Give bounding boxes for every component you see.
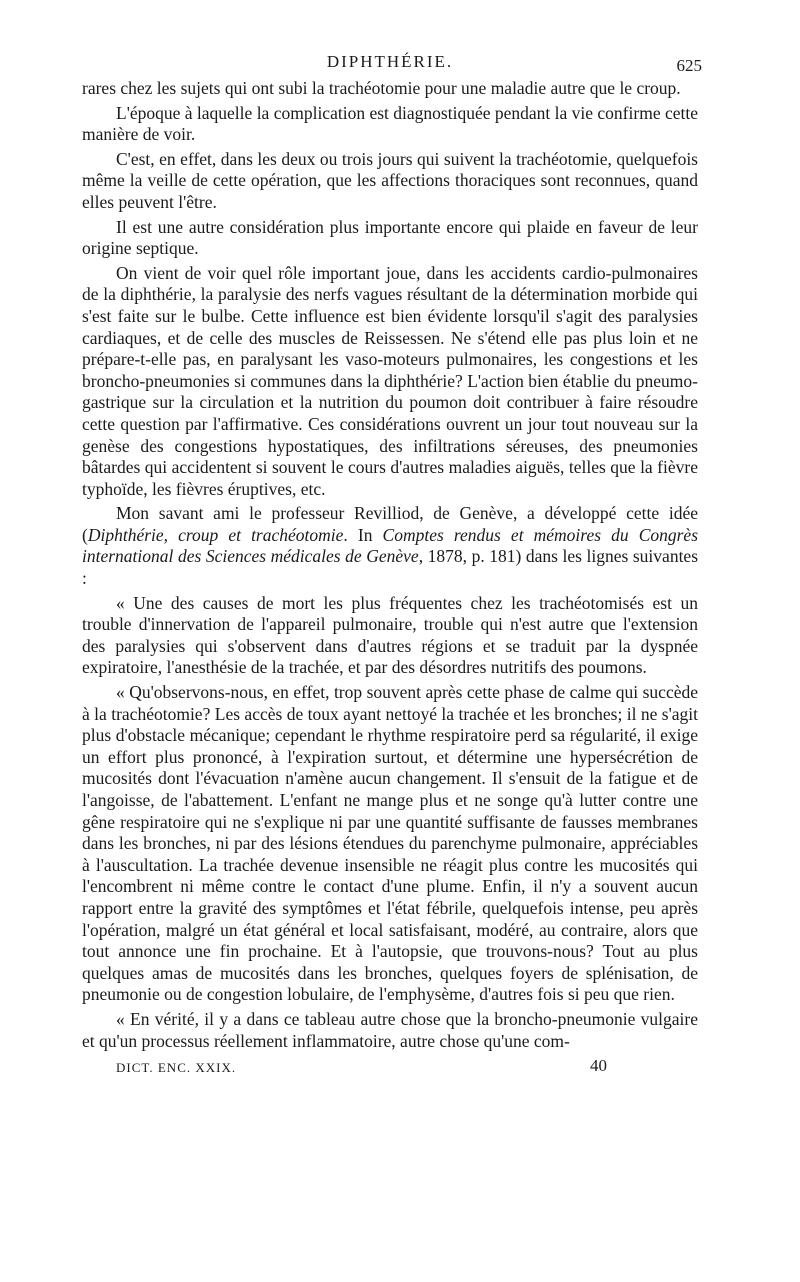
citation-title: Diphthérie, croup et trachéotomie bbox=[87, 524, 344, 545]
revilliod-text: Mon savant ami le professeur Revilliod, de Genève, a développé cette idée ( bbox=[82, 503, 698, 545]
revilliod-text: , 1878, p. 181) dans les lignes suivantes : bbox=[82, 546, 699, 589]
sheet-number: 40 bbox=[590, 1056, 607, 1076]
quote-paragraph: « Une des causes de mort les plus fréquentes chez les trachéotomisés est un trouble d'innervation de l'appareil pulmonaire, trouble qui n'est autre que l'extension des paralysies qui s'observent dans d'autres régions et se traduit par la dyspnée expiratoire, l'anesthésie de la trachée, et par des désordres nutritifs des poumons. bbox=[82, 592, 698, 678]
paragraph: On vient de voir quel rôle important joue, dans les accidents cardio-pulmonaires de la diphthérie, la paralysie des nerfs vagues résultant de la détermination morbide qui s'est faite sur le bulbe. Cette influence est bien évidente lorsqu'il s'agit des paralysies cardiaques, et de celle des muscles de Reissessen. Ne s'étend elle pas plus loin et ne prépare-t-elle pas, en paralysant les vaso-moteurs pulmonaires, les congestions et les broncho-pneumonies si communes dans la diphthérie? L'action bien établie du pneumo-gastrique sur la circulation et la nutrition du poumon doit contribuer à faire résoudre cette question par l'affirmative. Ces considérations ouvrent un jour tout nouveau sur la genèse des congestions hypostatiques, des infiltrations séreuses, des pneumonies bâtardes qui accidentent si souvent le cours d'autres maladies aiguës, telles que la fièvre typhoïde, les fièvres éruptives, etc. bbox=[82, 262, 698, 499]
paragraph: L'époque à laquelle la complication est diagnostiquée pendant la vie confirme cette manière de voir. bbox=[82, 102, 698, 145]
running-head: DIPHTHÉRIE. bbox=[326, 52, 454, 71]
quote-paragraph: « En vérité, il y a dans ce tableau autre chose que la broncho-pneumonie vulgaire et qu'un processus réellement inflammatoire, autre chose qu'une com- bbox=[82, 1008, 698, 1051]
page-header bbox=[82, 48, 702, 78]
signature-mark: DICT. ENC. XXIX. bbox=[116, 1060, 237, 1076]
paragraph: C'est, en effet, dans les deux ou trois jours qui suivent la trachéotomie, quelquefois même la veille de cette opération, que les affections thoraciques sont reconnues, quand elles peuvent l'être. bbox=[82, 148, 698, 212]
page-number: 625 bbox=[676, 56, 702, 75]
book-page bbox=[82, 48, 702, 1082]
paragraph-revilliod bbox=[82, 503, 698, 589]
revilliod-text: . In bbox=[343, 524, 383, 545]
page-footer bbox=[82, 1056, 698, 1082]
paragraph-continued: rares chez les sujets qui ont subi la trachéotomie pour une maladie autre que le croup. bbox=[82, 78, 681, 98]
quote-paragraph: « Qu'observons-nous, en effet, trop souvent après cette phase de calme qui succède à la trachéotomie? Les accès de toux ayant nettoyé la trachée et les bronches; il ne s'agit plus d'obstacle mécanique; cependant le rhythme respiratoire perd sa régularité, il exige un effort plus prononcé, à l'expiration surtout, et détermine une hypersécrétion de mucosités dont l'évacuation n'amène aucun changement. Il s'ensuit de la fatigue et de l'angoisse, de l'abattement. L'enfant ne mange plus et ne songe qu'à lutter contre une gêne respiratoire qui ne s'explique ni par une quantité suffisante de fausses membranes dans les bronches, ni par des lésions étendues du parenchyme pulmonaire, appréciables à l'auscultation. La trachée devenue insensible ne réagit plus contre les mucosités qui l'encombrent ni même contre le contact d'une plume. Enfin, il n'y a souvent aucun rapport entre la gravité des symptômes et l'état fébrile, quelquefois intense, peu après l'opération, malgré un état général et local satisfaisant, modéré, au contraire, alors que tout annonce une fin prochaine. Et à l'autopsie, que trouvons-nous? Tout au plus quelques amas de mucosités dans les bronches, quelques foyers de splénisation, de pneumonie ou de congestion lobulaire, de l'emphysème, d'autres fois si peu que rien. bbox=[82, 682, 698, 1005]
citation-source: Comptes rendus et mémoires du Congrès international des Sciences médicales de Genève bbox=[82, 524, 699, 567]
paragraph: Il est une autre considération plus importante encore qui plaide en faveur de leur origine septique. bbox=[82, 216, 698, 259]
body-text bbox=[82, 78, 698, 1052]
